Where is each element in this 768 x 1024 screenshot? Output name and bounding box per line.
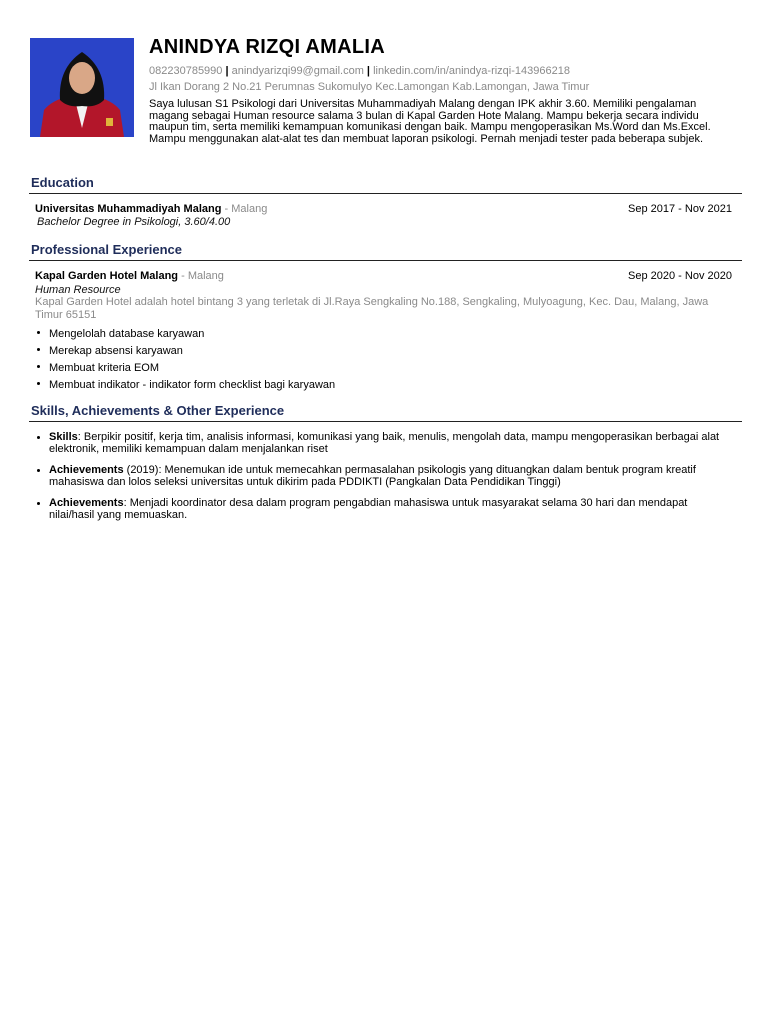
separator: | [366, 65, 370, 77]
location-dash: - [224, 203, 229, 215]
skills-heading: Skills, Achievements & Other Experience [31, 403, 285, 418]
item-label: Achievements [49, 497, 124, 509]
contact-line [149, 65, 570, 77]
linkedin-link[interactable]: linkedin.com/in/anindya-rizqi-143966218 [373, 65, 570, 77]
item-text: (2019): Menemukan ide untuk memecahkan permasalahan psikologis yang dituangkan dalam bentuk program kreatif mahasiswa dan lolos seleksi universitas untuk dikirim pada PDDIKTI (Pangkalan Data Pendidikan Tinggi) [49, 464, 696, 488]
institution-location: Malang [231, 203, 268, 215]
company-location: Malang [187, 270, 224, 282]
list-item: Mengelolah database karyawan [35, 326, 735, 343]
list-item: Merekap absensi karyawan [35, 343, 735, 360]
skills-list [35, 431, 735, 530]
experience-entry [35, 270, 732, 282]
profile-photo [30, 38, 134, 137]
item-text: : Berpikir positif, kerja tim, analisis informasi, komunikasi yang baik, menulis, mengolah data, mampu mengoperasikan berbagai alat elektronik, memiliki kemampuan dalam menjalankan riset [49, 431, 720, 455]
company-name: Kapal Garden Hotel Malang [35, 270, 179, 282]
profile-summary: Saya lulusan S1 Psikologi dari Universitas Muhammadiyah Malang dengan IPK akhir 3.60. Memiliki pengalaman magang sebagai Human resource salama 3 bulan di Kapal Garden Hote Malang. Mampu bekerja secara individu maupun tim, serta memiliki kemampuan komunikasi dengan baik. Mampu mengoperasikan Ms.Word dan Ms.Excel. Mampu menggunakan alat-alat tes dan membuat laporan psikologi. Pernah menjadi tester pada beberapa subjek. [149, 98, 711, 145]
education-dates: Sep 2017 - Nov 2021 [628, 203, 732, 215]
list-item: Membuat indikator - indikator form checklist bagi karyawan [35, 377, 735, 394]
experience-heading: Professional Experience [31, 242, 183, 257]
education-heading: Education [31, 175, 94, 190]
candidate-name: ANINDYA RIZQI AMALIA [149, 36, 385, 58]
list-item [35, 464, 735, 488]
home-address: Jl Ikan Dorang 2 No.21 Perumnas Sukomulyo Kec.Lamongan Kab.Lamongan, Jawa Timur [149, 81, 590, 93]
item-label: Achievements [49, 464, 124, 476]
email-address[interactable]: anindyarizqi99@gmail.com [231, 65, 364, 77]
list-item [35, 497, 735, 521]
section-divider [29, 421, 742, 422]
experience-dates: Sep 2020 - Nov 2020 [628, 270, 732, 282]
list-item: Membuat kriteria EOM [35, 360, 735, 377]
experience-bullets [35, 326, 735, 394]
section-divider [29, 260, 742, 261]
company-description: Kapal Garden Hotel adalah hotel bintang 3 yang terletak di Jl.Raya Sengkaling No.188, Sengkaling, Mulyoagung, Kec. Dau, Malang, Jawa Timur 65151 [35, 296, 709, 321]
section-divider [29, 193, 742, 194]
phone-number: 082230785990 [149, 65, 223, 77]
job-role: Human Resource [35, 284, 121, 296]
item-text: : Menjadi koordinator desa dalam program pengabdian mahasiswa untuk masyarakat selama 30 hari dan mendapat nilai/hasil yang memuaskan. [49, 497, 688, 521]
education-entry [35, 203, 732, 215]
list-item [35, 431, 735, 455]
separator: | [225, 65, 229, 77]
item-label: Skills [49, 431, 78, 443]
institution-name: Universitas Muhammadiyah Malang [35, 203, 222, 215]
degree-info: Bachelor Degree in Psikologi, 3.60/4.00 [37, 216, 231, 228]
location-dash: - [181, 270, 185, 282]
